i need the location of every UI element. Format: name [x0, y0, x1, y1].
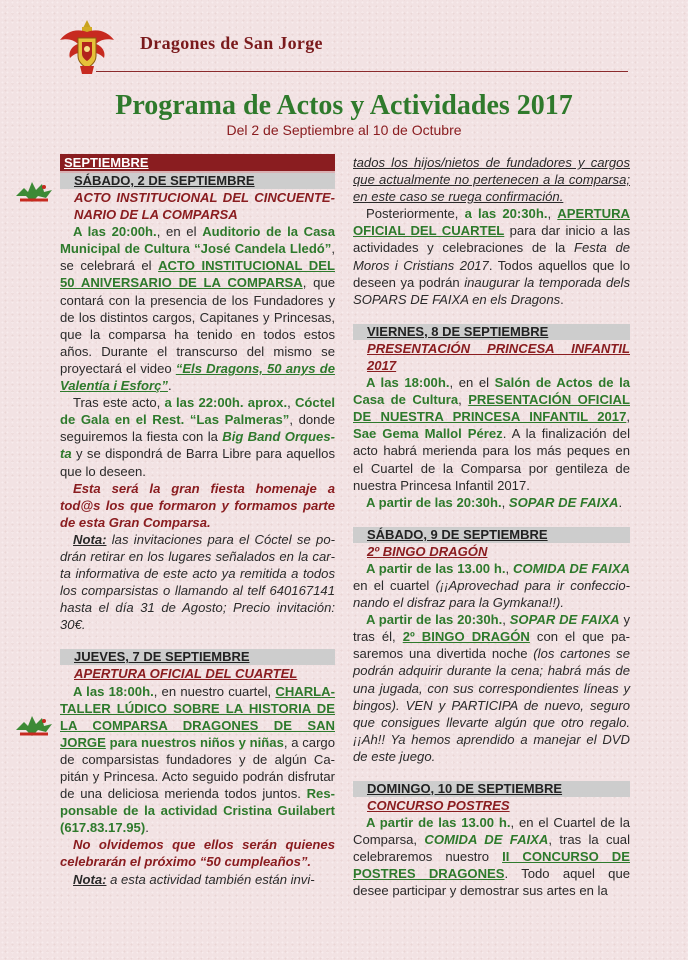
- highlight-paragraph: No olvidemos que ellos serán quienes celebrarán el próximo “50 cumpleaños”.: [60, 837, 335, 870]
- highlight-paragraph: Esta será la gran fiesta homenaje a tod@s los que formaron y formamos parte de esta Gran Comparsa.: [60, 480, 335, 530]
- right-column: [353, 154, 630, 900]
- event-paragraph: Tras este acto, a las 22:00h. aprox., Cóctel de Gala en el Rest. “Las Palmeras”, donde seguiremos la fiesta con la Big Band Orquesta y se dispondrá de Barra Libre para aquellos que lo deseen.: [60, 395, 336, 479]
- crest-icon: [56, 14, 118, 78]
- dragon-icon: [14, 178, 54, 204]
- event-paragraph: A las 20:00h., en el Auditorio de la Casa Municipal de Cultura “José Candela Lledó”, se celebrará el ACTO INSTITUCIONAL DEL 50 ANIVERSARIO DE LA COMPARSA, que contará con la presencia de los Fundadores y de los distintos cargos, Capitanes y Princesas, que la comparsa ha tenido en todos estos años. Durante el transcurso del mismo se proyectará el video “Els Dragons, 50 anys de Valentía i Esforç”.: [60, 224, 336, 394]
- header-divider: [96, 71, 628, 72]
- event-paragraph: A partir de las 13.00 h., COMIDA DE FAIXA en el cuartel (¡¡Aprovechad para ir confeccionando el disfraz para la Gymkana!!).: [353, 560, 631, 611]
- page-subtitle: Del 2 de Septiembre al 10 de Octubre: [226, 122, 462, 138]
- event-title: PRESENTACIÓN PRINCESA INFANTIL 2017: [367, 340, 630, 373]
- event-title: APERTURA OFICIAL DEL CUARTEL: [74, 666, 298, 682]
- dragon-icon: [14, 712, 54, 738]
- page-title: Programa de Actos y Actividades 2017: [115, 90, 573, 121]
- day-heading: SÁBADO, 9 DE SEPTIEMBRE: [353, 527, 630, 543]
- event-paragraph: A partir de las 13.00 h., en el Cuartel de la Comparsa, COMIDA DE FAIXA, tras la cual celebraremos nuestro II CONCURSO DE POSTRES DRAGONES. Todo aquel que desee participar y demostrar sus artes en la: [353, 815, 631, 899]
- month-header: SEPTIEMBRE: [60, 154, 335, 173]
- organization-name: Dragones de San Jorge: [140, 33, 323, 53]
- day-heading: VIERNES, 8 DE SEPTIEMBRE: [353, 324, 630, 340]
- continued-paragraph: tados los hijos/nietos de fundadores y cargos que actualmente no pertenecen a la comparsa; en este caso se ruega confirmación.: [353, 155, 630, 205]
- event-paragraph: A las 18:00h., en el Salón de Actos de la Casa de Cultura, PRESENTACIÓN OFICIAL DE NUESTRA PRINCESA INFANTIL 2017, Sae Gema Mallol Pérez. A la finalización del acto habrá merienda para los más peques en el Cuartel de la Comparsa por gentileza de nuestra Princesa Infantil 2017.: [353, 375, 630, 493]
- event-title: ACTO INSTITUCIONAL DEL CINCUENTENARIO DE LA COMPARSA: [74, 190, 335, 223]
- note-paragraph: Nota: a esta actividad también están invi-: [73, 871, 315, 887]
- left-column: [60, 154, 335, 888]
- event-title: 2º BINGO DRAGÓN: [367, 543, 488, 559]
- event-paragraph: Posteriormente, a las 20:30h., APERTURA OFICIAL DEL CUARTEL para dar inicio a las actividades y celebraciones de la Festa de Moros i Cristians 2017. Todos aquellos que lo deseen ya podrán inaugurar la temporada dels SOPARS DE FAIXA en els Dragons.: [353, 206, 631, 307]
- day-heading: SÁBADO, 2 DE SEPTIEMBRE: [60, 173, 335, 189]
- event-paragraph: A las 18:00h., en nuestro cuartel, CHARLA-TALLER LÚDICO SOBRE LA HISTORIA DE LA COMPARSA DRAGONES DE SAN JORGE para nuestros niños y niñas, a cargo de comparsistas fundadores y de algún Capitán y Princesa. Acto seguido podrán disfrutar de una deliciosa merienda todos juntos. Responsable de la actividad Cristina Guilabert (617.83.17.95).: [60, 683, 335, 836]
- event-paragraph: A partir de las 20:30h., SOPAR DE FAIXA y tras él, 2º BINGO DRAGÓN con el que pasaremos una divertida noche (los cartones se podrán adquirir durante la cena; habrá más de una jugada, con sus correspondientes líneas y bingos). VEN y PARTICIPA de nuevo, seguro que consigues llevarte algún que otro regalo. ¡¡Ah!! Ya hemos aprendido a manejar el DVD de este juego.: [353, 612, 631, 764]
- day-heading: JUEVES, 7 DE SEPTIEMBRE: [60, 649, 335, 665]
- event-paragraph: A partir de las 20:30h., SOPAR DE FAIXA.: [366, 494, 623, 510]
- day-heading: DOMINGO, 10 DE SEPTIEMBRE: [353, 781, 630, 797]
- event-title: CONCURSO POSTRES: [367, 798, 510, 813]
- note-paragraph: Nota: las invitaciones para el Cóctel se podrán retirar en los lugares señalados en la carta informativa de este acto ya remitida a todos los comparsistas o llamando al telf 640167141 hasta el día 31 de Agosto; Precio invitación: 30€.: [60, 531, 335, 633]
